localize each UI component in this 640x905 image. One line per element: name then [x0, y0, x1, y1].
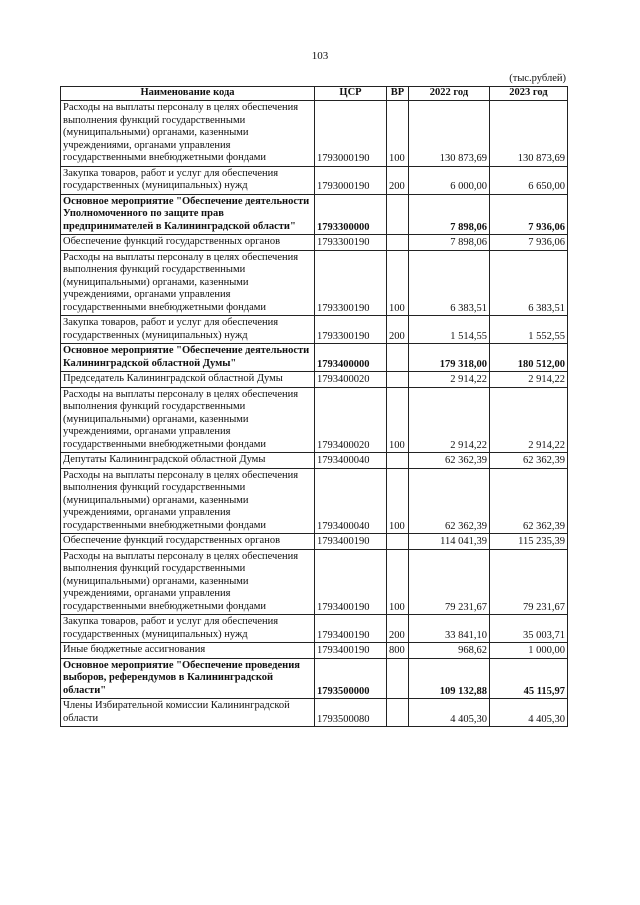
- row-vr: 200: [387, 316, 409, 344]
- row-vr: [387, 344, 409, 372]
- row-2023: 7 936,06: [490, 194, 568, 235]
- row-code: 1793000190: [315, 166, 387, 194]
- row-name: Обеспечение функций государственных органов: [61, 235, 315, 251]
- row-2022: 33 841,10: [409, 615, 490, 643]
- row-2023: 45 115,97: [490, 658, 568, 699]
- table-row: [61, 166, 568, 194]
- row-name: Основное мероприятие "Обеспечение проведения выборов, референдумов в Калининградской области": [61, 658, 315, 699]
- row-name: Члены Избирательной комиссии Калининградской области: [61, 699, 315, 727]
- row-2023: 35 003,71: [490, 615, 568, 643]
- row-vr: [387, 235, 409, 251]
- row-2022: 4 405,30: [409, 699, 490, 727]
- row-code: 1793300000: [315, 194, 387, 235]
- row-2022: 7 898,06: [409, 194, 490, 235]
- row-2022: 109 132,88: [409, 658, 490, 699]
- page-number: 103: [311, 50, 329, 62]
- table-row: [61, 453, 568, 469]
- row-2022: 130 873,69: [409, 101, 490, 167]
- units-note: (тыс.рублей): [509, 73, 566, 84]
- row-vr: 100: [387, 387, 409, 453]
- row-2023: 130 873,69: [490, 101, 568, 167]
- row-2022: 1 514,55: [409, 316, 490, 344]
- row-name: Закупка товаров, работ и услуг для обеспечения государственных (муниципальных) нужд: [61, 316, 315, 344]
- row-name: Расходы на выплаты персоналу в целях обеспечения выполнения функций государственными (муниципальными) органами, казенными учреждениями, органами управления государственными внебюджетными фондами: [61, 387, 315, 453]
- row-2023: 62 362,39: [490, 453, 568, 469]
- row-2023: 115 235,39: [490, 534, 568, 550]
- row-name: Закупка товаров, работ и услуг для обеспечения государственных (муниципальных) нужд: [61, 615, 315, 643]
- row-vr: 200: [387, 166, 409, 194]
- row-2022: 79 231,67: [409, 549, 490, 615]
- row-code: 1793400020: [315, 372, 387, 388]
- row-vr: 100: [387, 101, 409, 167]
- row-vr: 200: [387, 615, 409, 643]
- table-row: [61, 615, 568, 643]
- row-2022: 2 914,22: [409, 372, 490, 388]
- row-vr: [387, 372, 409, 388]
- row-code: 1793400040: [315, 468, 387, 534]
- row-name: Закупка товаров, работ и услуг для обеспечения государственных (муниципальных) нужд: [61, 166, 315, 194]
- table-row: [61, 235, 568, 251]
- row-2022: 968,62: [409, 643, 490, 659]
- table-header-row: [61, 87, 568, 101]
- row-code: 1793400020: [315, 387, 387, 453]
- row-2022: 2 914,22: [409, 387, 490, 453]
- row-2022: 6 000,00: [409, 166, 490, 194]
- row-code: 1793300190: [315, 250, 387, 316]
- row-code: 1793300190: [315, 235, 387, 251]
- row-code: 1793400000: [315, 344, 387, 372]
- row-2023: 4 405,30: [490, 699, 568, 727]
- row-vr: [387, 194, 409, 235]
- row-code: 1793500080: [315, 699, 387, 727]
- row-code: 1793500000: [315, 658, 387, 699]
- row-name: Расходы на выплаты персоналу в целях обеспечения выполнения функций государственными (муниципальными) органами, казенными учреждениями, органами управления государственными внебюджетными фондами: [61, 250, 315, 316]
- row-2023: 7 936,06: [490, 235, 568, 251]
- row-2022: 179 318,00: [409, 344, 490, 372]
- row-name: Расходы на выплаты персоналу в целях обеспечения выполнения функций государственными (муниципальными) органами, казенными учреждениями, органами управления государственными внебюджетными фондами: [61, 101, 315, 167]
- row-vr: [387, 699, 409, 727]
- row-2023: 180 512,00: [490, 344, 568, 372]
- row-code: 1793000190: [315, 101, 387, 167]
- budget-table: [60, 86, 568, 727]
- header-2022: 2022 год: [409, 87, 490, 101]
- row-2022: 6 383,51: [409, 250, 490, 316]
- row-code: 1793400190: [315, 615, 387, 643]
- row-name: Основное мероприятие "Обеспечение деятельности Калининградской областной Думы": [61, 344, 315, 372]
- table-row: [61, 643, 568, 659]
- row-name: Обеспечение функций государственных органов: [61, 534, 315, 550]
- table-row-section: [61, 194, 568, 235]
- row-name: Председатель Калининградской областной Думы: [61, 372, 315, 388]
- table-row: [61, 549, 568, 615]
- row-vr: 100: [387, 250, 409, 316]
- row-2022: 7 898,06: [409, 235, 490, 251]
- table-row-section: [61, 658, 568, 699]
- table-row-section: [61, 344, 568, 372]
- table-row: [61, 699, 568, 727]
- row-name: Основное мероприятие "Обеспечение деятельности Уполномоченного по защите прав предпринимателей в Калининградской области": [61, 194, 315, 235]
- row-vr: [387, 658, 409, 699]
- row-2022: 114 041,39: [409, 534, 490, 550]
- row-name: Иные бюджетные ассигнования: [61, 643, 315, 659]
- row-vr: 100: [387, 549, 409, 615]
- header-name: Наименование кода: [61, 87, 315, 101]
- row-2023: 6 383,51: [490, 250, 568, 316]
- row-2023: 6 650,00: [490, 166, 568, 194]
- row-code: 1793300190: [315, 316, 387, 344]
- table-row: [61, 468, 568, 534]
- row-code: 1793400040: [315, 453, 387, 469]
- table-row: [61, 316, 568, 344]
- row-code: 1793400190: [315, 643, 387, 659]
- row-vr: [387, 453, 409, 469]
- header-code: ЦСР: [315, 87, 387, 101]
- table-row: [61, 101, 568, 167]
- row-vr: 100: [387, 468, 409, 534]
- row-name: Депутаты Калининградской областной Думы: [61, 453, 315, 469]
- row-vr: 800: [387, 643, 409, 659]
- table-row: [61, 387, 568, 453]
- row-code: 1793400190: [315, 534, 387, 550]
- header-vr: ВР: [387, 87, 409, 101]
- table-row: [61, 250, 568, 316]
- table-row: [61, 534, 568, 550]
- row-2022: 62 362,39: [409, 468, 490, 534]
- row-code: 1793400190: [315, 549, 387, 615]
- header-2023: 2023 год: [490, 87, 568, 101]
- row-2023: 2 914,22: [490, 372, 568, 388]
- row-name: Расходы на выплаты персоналу в целях обеспечения выполнения функций государственными (муниципальными) органами, казенными учреждениями, органами управления государственными внебюджетными фондами: [61, 468, 315, 534]
- row-2023: 79 231,67: [490, 549, 568, 615]
- row-2023: 62 362,39: [490, 468, 568, 534]
- row-2023: 2 914,22: [490, 387, 568, 453]
- row-name: Расходы на выплаты персоналу в целях обеспечения выполнения функций государственными (муниципальными) органами, казенными учреждениями, органами управления государственными внебюджетными фондами: [61, 549, 315, 615]
- row-vr: [387, 534, 409, 550]
- table-row: [61, 372, 568, 388]
- row-2023: 1 552,55: [490, 316, 568, 344]
- row-2022: 62 362,39: [409, 453, 490, 469]
- row-2023: 1 000,00: [490, 643, 568, 659]
